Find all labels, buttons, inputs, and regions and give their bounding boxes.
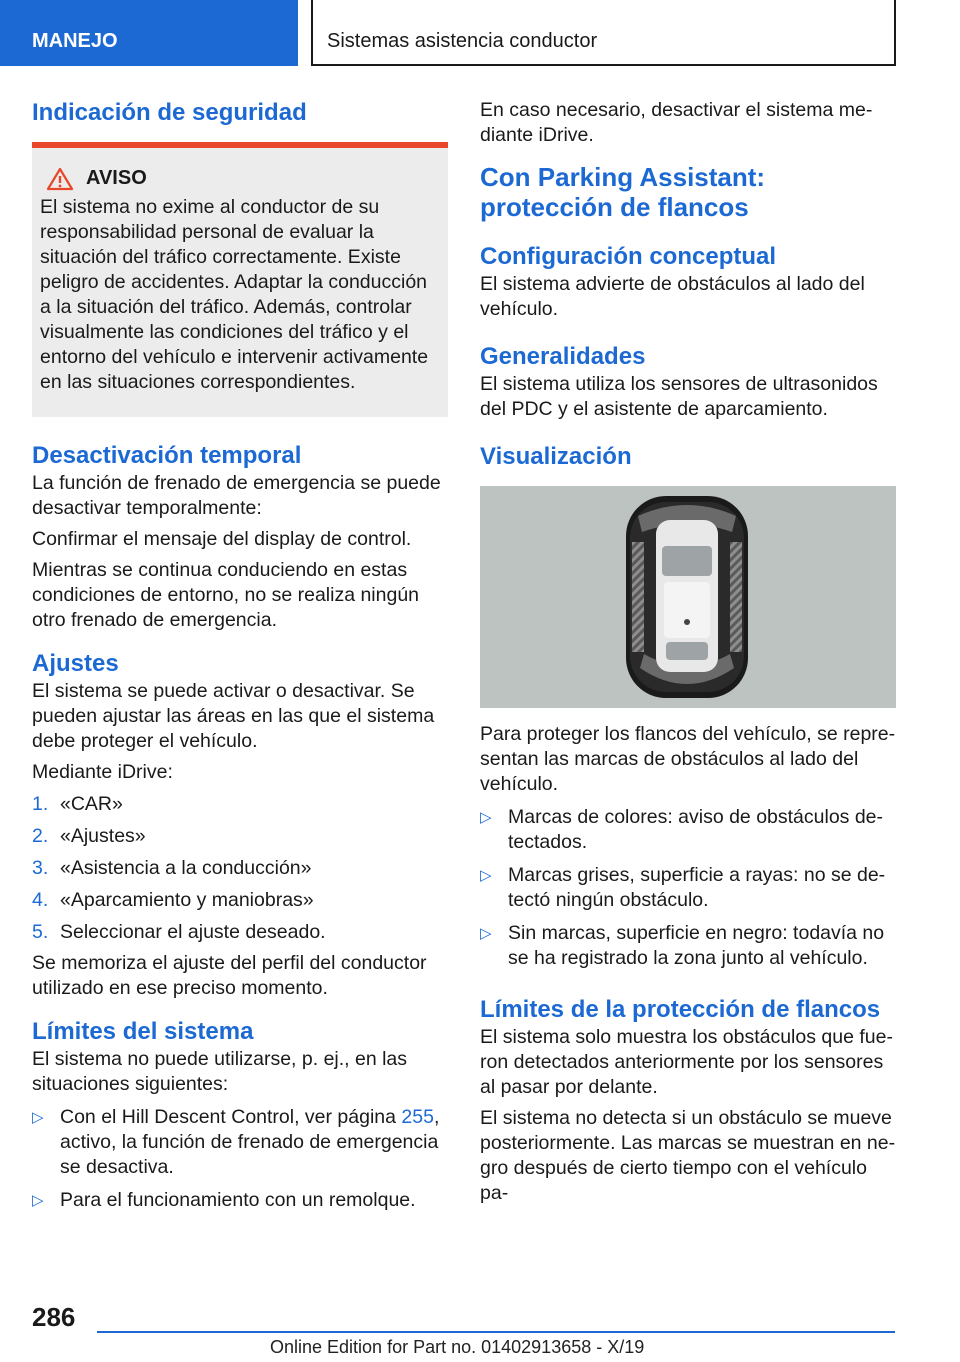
page-link[interactable]: 255 — [401, 1106, 434, 1128]
list-item: 2. «Ajustes» — [32, 825, 146, 847]
list-item: ▷ Marcas grises, superficie a rayas: no se detectó ningún obstáculo. — [480, 864, 886, 911]
paragraph: El sistema utiliza los sensores de ultrasonidos del PDC y el asistente de aparcamiento. — [480, 373, 878, 420]
left-column — [32, 98, 448, 1213]
paragraph: Para proteger los flancos del vehículo, se representan las marcas de obstáculos al lado del vehículo. — [480, 723, 896, 795]
bullet-triangle-icon: ▷ — [32, 1109, 44, 1126]
markers-list — [480, 805, 896, 971]
warning-header — [46, 166, 440, 191]
paragraph: La función de frenado de emergencia se puede desactivar temporalmente: — [32, 472, 441, 519]
paragraph: El sistema advierte de obstáculos al lado del vehículo. — [480, 273, 865, 320]
side-protection-figure — [480, 486, 896, 708]
list-item: ▷ Sin marcas, superficie en negro: todavía no se ha registrado la zona junto al vehículo. — [480, 922, 885, 969]
paragraph: El sistema solo muestra los obstáculos que fueron detectados anteriormente por los sensores al pasar por delante. — [480, 1026, 893, 1098]
paragraph: El sistema no puede utilizarse, p. ej., en las situaciones siguientes: — [32, 1048, 408, 1095]
bullet-triangle-icon: ▷ — [480, 867, 492, 884]
temp-deactivation-heading: Desactivación temporal — [32, 442, 302, 469]
general-heading: Generalidades — [480, 343, 646, 370]
concept-heading: Configuración conceptual — [480, 243, 777, 270]
paragraph: Confirmar el mensaje del display de control. — [32, 528, 412, 550]
chapter-title: Sistemas asistencia conductor — [311, 0, 896, 66]
limits-list — [32, 1105, 448, 1213]
warning-label: AVISO — [86, 167, 147, 189]
warning-text: El sistema no exime al conductor de su responsabilidad personal de evaluar la situación del tráfico correctamente. Existe peligro de accidentes. Adaptar la conducción a la situación del tráfico. Además, controlar visualmente las condiciones del tráfico y el entorno del vehículo e intervenir activamente en las situaciones correspondientes. — [40, 196, 429, 393]
flank-limits-heading: Límites de la protección de flancos — [480, 996, 881, 1023]
paragraph: El sistema no detecta si un obstáculo se mueve posteriormente. Las marcas se muestran en negro después de cierto tiempo con el vehículo pa- — [480, 1107, 896, 1204]
list-item: ▷ Con el Hill Descent Control, ver página 255, activo, la función de frenado de emergencia se desactiva. — [32, 1106, 440, 1178]
bullet-triangle-icon: ▷ — [32, 1192, 44, 1209]
page-header — [0, 0, 960, 66]
paragraph: En caso necesario, desactivar el sistema mediante iDrive. — [480, 99, 873, 146]
list-item: ▷ Marcas de colores: aviso de obstáculos detectados. — [480, 806, 884, 853]
list-item: 3. «Asistencia a la conducción» — [32, 857, 312, 879]
bullet-triangle-icon: ▷ — [480, 925, 492, 942]
bullet-triangle-icon: ▷ — [480, 809, 492, 826]
list-item: 1. «CAR» — [32, 793, 123, 815]
edition-footer: Online Edition for Part no. 01402913658 - X/19 — [270, 1337, 645, 1357]
page-number: 286 — [32, 1302, 76, 1332]
list-item: 5. Seleccionar el ajuste deseado. — [32, 921, 326, 943]
list-item: 4. «Aparcamiento y maniobras» — [32, 889, 314, 911]
car-top-view-illustration — [480, 486, 896, 708]
right-column — [480, 98, 896, 1206]
warning-triangle-icon — [46, 167, 74, 191]
settings-steps — [32, 792, 448, 945]
footer-divider — [97, 1331, 895, 1333]
warning-box — [32, 142, 448, 417]
limits-heading: Límites del sistema — [32, 1018, 254, 1045]
paragraph: Se memoriza el ajuste del perfil del conductor utilizado en ese preciso momento. — [32, 952, 427, 999]
visualization-heading: Visualización — [480, 443, 632, 470]
paragraph: El sistema se puede activar o desactivar. Se pueden ajustar las áreas en las que el sistema debe proteger el vehículo. — [32, 680, 435, 752]
safety-heading: Indicación de seguridad — [32, 99, 307, 126]
paragraph: Mientras se continua conduciendo en estas condiciones de entorno, no se realiza ningún otro frenado de emergencia. — [32, 559, 420, 631]
settings-heading: Ajustes — [32, 650, 119, 677]
paragraph: Mediante iDrive: — [32, 761, 173, 783]
main-heading: Con Parking Assistant: protección de flancos — [480, 162, 766, 222]
list-item: ▷ Para el funcionamiento con un remolque. — [32, 1189, 416, 1211]
section-tab: MANEJO — [0, 0, 298, 66]
